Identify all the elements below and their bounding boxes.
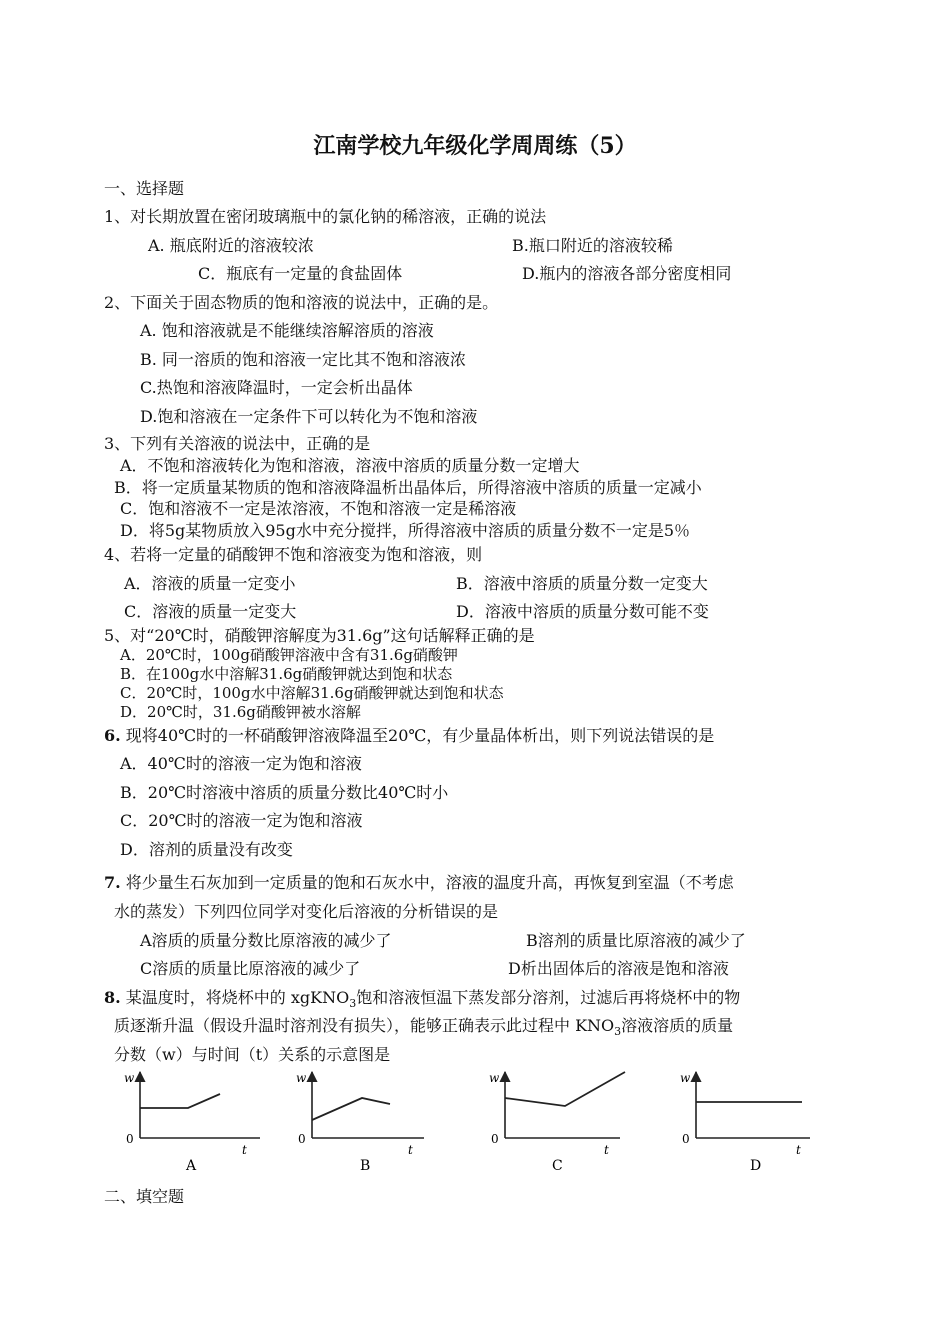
graph-d — [680, 1071, 810, 1174]
q6-stem — [104, 726, 714, 746]
q8-number: 8. — [104, 988, 121, 1007]
graph-a-caption: A — [186, 1158, 197, 1174]
graph-a-y-label: w — [124, 1071, 135, 1085]
q5-stem: 5、对“20℃时，硝酸钾溶解度为31.6g”这句话解释正确的是 — [104, 626, 535, 645]
graph-c-origin: 0 — [491, 1132, 499, 1146]
q5-option-c: C．20℃时，100g水中溶解31.6g硝酸钾就达到饱和状态 — [120, 684, 504, 702]
graph-c — [489, 1071, 625, 1174]
q7-option-a: A溶质的质量分数比原溶液的减少了 — [140, 931, 392, 950]
q4-option-d: D．溶液中溶质的质量分数可能不变 — [456, 602, 709, 621]
q4-option-a: A．溶液的质量一定变小 — [124, 574, 296, 593]
q2-option-c: C.热饱和溶液降温时，一定会析出晶体 — [140, 378, 413, 397]
q5-option-b: B．在100g水中溶解31.6g硝酸钾就达到饱和状态 — [120, 665, 453, 683]
graph-c-caption: C — [552, 1158, 563, 1174]
q5-option-a: A．20℃时，100g硝酸钾溶液中含有31.6g硝酸钾 — [120, 646, 458, 664]
graph-a-curve — [140, 1094, 220, 1108]
q4-stem: 4、若将一定量的硝酸钾不饱和溶液变为饱和溶液，则 — [104, 545, 483, 564]
q7-option-d: D析出固体后的溶液是饱和溶液 — [508, 959, 729, 978]
q7-stem-line1 — [104, 873, 734, 893]
q3-stem: 3、下列有关溶液的说法中，正确的是 — [104, 434, 371, 453]
q8-line1-part1: 某温度时，将烧杯中的 xgKNO — [120, 988, 350, 1007]
q1-option-a: A. 瓶底附近的溶液较浓 — [148, 236, 314, 255]
q1-option-c: C．瓶底有一定量的食盐固体 — [198, 264, 403, 283]
graph-b-curve — [312, 1098, 390, 1120]
q3-option-d: D．将5g某物质放入95g水中充分搅拌，所得溶液中溶质的质量分数不一定是5％ — [120, 521, 691, 540]
q8-line1-part2: 饱和溶液恒温下蒸发部分溶剂，过滤后再将烧杯中的物 — [356, 988, 741, 1007]
graph-b-origin: 0 — [298, 1132, 306, 1146]
graph-d-x-label: t — [796, 1143, 801, 1157]
page-title: 江南学校九年级化学周周练（5） — [313, 133, 637, 159]
graph-b-x-label: t — [408, 1143, 413, 1157]
graph-a — [124, 1071, 260, 1174]
graph-b-caption: B — [360, 1158, 371, 1174]
q1-option-b: B.瓶口附近的溶液较稀 — [512, 236, 673, 255]
q2-option-d: D.饱和溶液在一定条件下可以转化为不饱和溶液 — [140, 407, 478, 426]
graph-a-origin: 0 — [126, 1132, 134, 1146]
section-choice-heading: 一、选择题 — [104, 179, 185, 198]
section-fill-heading: 二、填空题 — [104, 1187, 185, 1206]
q6-stem-text: 现将40℃时的一杯硝酸钾溶液降温至20℃，有少量晶体析出，则下列说法错误的是 — [120, 726, 715, 745]
graph-c-curve — [505, 1072, 625, 1106]
q6-option-d: D．溶剂的质量没有改变 — [120, 840, 293, 859]
q3-option-c: C．饱和溶液不一定是浓溶液，不饱和溶液一定是稀溶液 — [120, 499, 517, 518]
q2-option-b: B. 同一溶质的饱和溶液一定比其不饱和溶液浓 — [140, 350, 466, 369]
q7-stem-line2: 水的蒸发）下列四位同学对变化后溶液的分析错误的是 — [114, 902, 499, 921]
q1-stem: 1、对长期放置在密闭玻璃瓶中的氯化钠的稀溶液，正确的说法 — [104, 207, 547, 226]
graph-d-caption: D — [750, 1158, 762, 1174]
q1-option-d: D.瓶内的溶液各部分密度相同 — [522, 264, 732, 283]
q7-stem-text: 将少量生石灰加到一定质量的饱和石灰水中，溶液的温度升高，再恢复到室温（不考虑 — [120, 873, 734, 892]
q8-stem-line2 — [114, 1016, 734, 1039]
q8-graph-figure — [110, 1068, 830, 1178]
q8-line2-subscript: 3 — [614, 1025, 622, 1039]
graph-b — [296, 1071, 424, 1174]
q8-line2-part2: 溶液溶质的质量 — [621, 1016, 734, 1035]
q3-option-b: B．将一定质量某物质的饱和溶液降温析出晶体后，所得溶液中溶质的质量一定减小 — [114, 478, 702, 497]
graph-c-y-label: w — [489, 1071, 500, 1085]
q4-option-c: C．溶液的质量一定变大 — [124, 602, 297, 621]
q8-line2-part1: 质逐渐升温（假设升温时溶剂没有损失），能够正确表示此过程中 KNO — [114, 1016, 615, 1035]
q6-option-b: B．20℃时溶液中溶质的质量分数比40℃时小 — [120, 783, 449, 802]
q8-stem-line3: 分数（w）与时间（t）关系的示意图是 — [114, 1045, 391, 1064]
graph-c-x-label: t — [604, 1143, 609, 1157]
q4-option-b: B．溶液中溶质的质量分数一定变大 — [456, 574, 708, 593]
q2-stem: 2、下面关于固态物质的饱和溶液的说法中，正确的是。 — [104, 293, 499, 312]
graph-d-origin: 0 — [682, 1132, 690, 1146]
q6-option-a: A．40℃时的溶液一定为饱和溶液 — [120, 754, 362, 773]
graph-a-x-label: t — [242, 1143, 247, 1157]
q7-number: 7. — [104, 873, 121, 892]
q3-option-a: A．不饱和溶液转化为饱和溶液，溶液中溶质的质量分数一定增大 — [120, 456, 580, 475]
graph-d-y-label: w — [680, 1071, 691, 1085]
q6-option-c: C．20℃时的溶液一定为饱和溶液 — [120, 811, 363, 830]
graph-b-y-label: w — [296, 1071, 307, 1085]
q2-option-a: A. 饱和溶液就是不能继续溶解溶质的溶液 — [140, 321, 434, 340]
q8-line1-subscript: 3 — [349, 997, 357, 1011]
q7-option-c: C溶质的质量比原溶液的减少了 — [140, 959, 361, 978]
q6-number: 6. — [104, 726, 121, 745]
q8-stem-line1 — [104, 988, 741, 1011]
q5-option-d: D．20℃时，31.6g硝酸钾被水溶解 — [120, 703, 361, 721]
q7-option-b: B溶剂的质量比原溶液的减少了 — [526, 931, 746, 950]
